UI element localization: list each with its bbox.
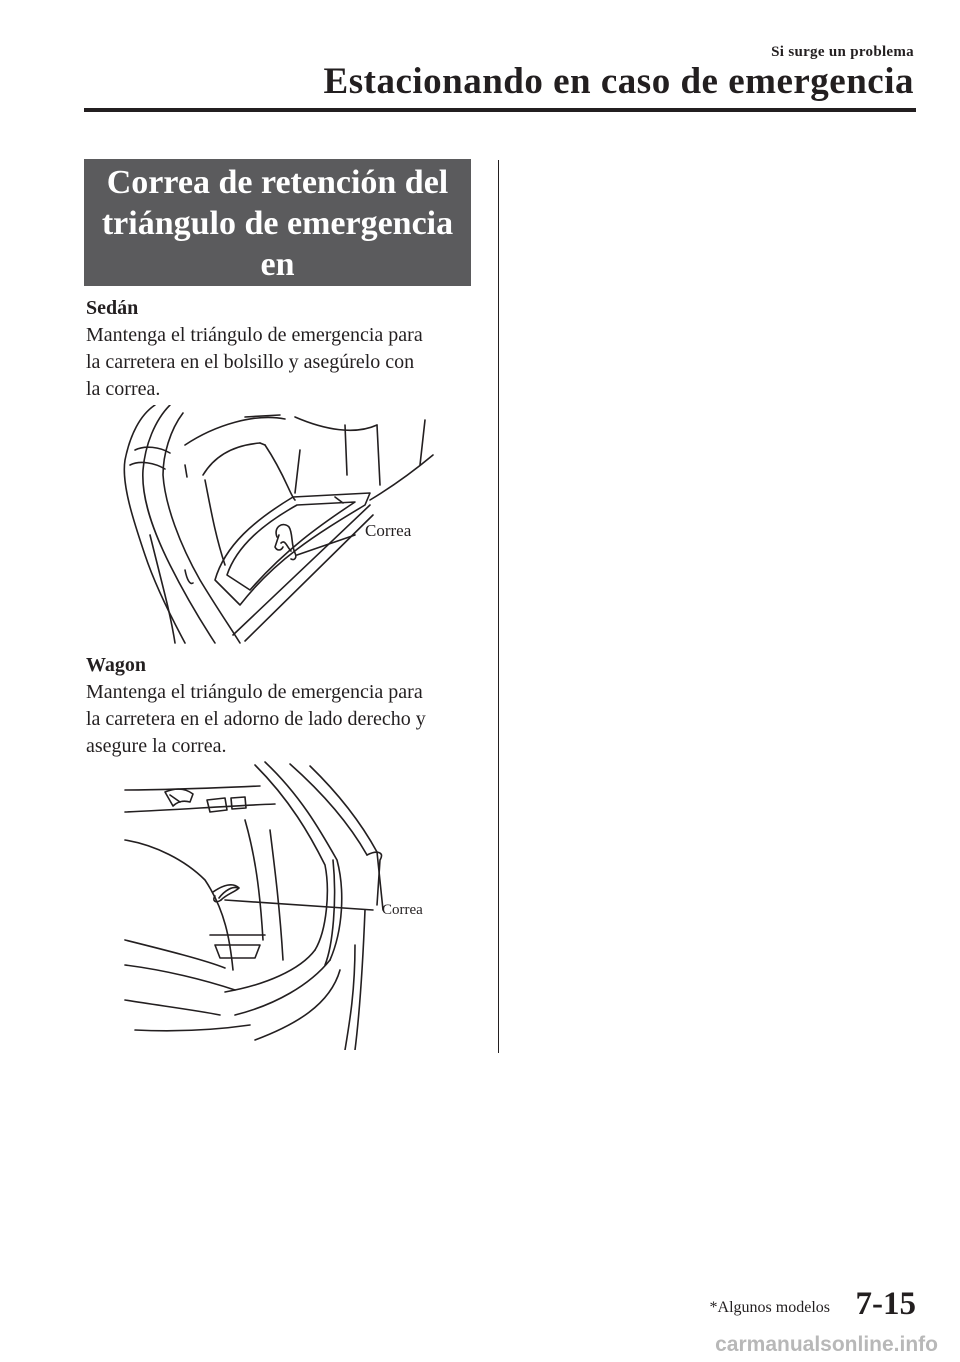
sedan-text-line: la carretera en el bolsillo y asegúrelo con xyxy=(86,351,415,373)
wagon-text-line: la carretera en el adorno de lado derecho y xyxy=(86,708,426,730)
column-divider xyxy=(498,160,499,1053)
sedan-paragraph xyxy=(86,322,478,403)
wagon-heading: Wagon xyxy=(86,654,147,676)
wagon-strap-callout: Correa xyxy=(382,902,423,918)
header-divider xyxy=(84,108,916,112)
chapter-subtitle: Si surge un problema xyxy=(771,44,914,60)
sedan-text-line: la correa. xyxy=(86,378,161,400)
section-title-line-1: Correa de retención del xyxy=(106,164,449,201)
some-models-marker: * xyxy=(341,289,353,314)
section-title-line-3-text: el camino xyxy=(202,287,342,324)
watermark: carmanualsonline.info xyxy=(715,1333,938,1356)
sedan-heading: Sedán xyxy=(86,297,139,319)
footnote-some-models: *Algunos modelos xyxy=(709,1299,830,1316)
wagon-text-line: Mantenga el triángulo de emergencia para xyxy=(86,681,423,703)
sedan-strap-callout: Correa xyxy=(365,521,412,540)
page-title: Estacionando en caso de emergencia xyxy=(323,61,914,102)
section-title-line-3 xyxy=(84,285,471,326)
wagon-text-line: asegure la correa. xyxy=(86,735,227,757)
page-number: 7-15 xyxy=(855,1286,916,1322)
sedan-text-line: Mantenga el triángulo de emergencia para xyxy=(86,324,423,346)
wagon-paragraph xyxy=(86,679,478,760)
section-title-line-2: triángulo de emergencia en xyxy=(101,205,454,283)
